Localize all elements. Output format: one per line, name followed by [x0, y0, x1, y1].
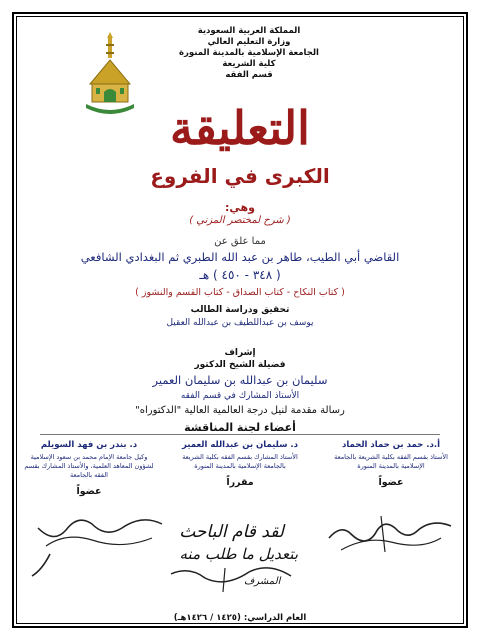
author-name: القاضي أبي الطيب، طاهر بن عبد الله الطبري ثم البغدادي الشافعي	[80, 250, 400, 264]
book-main-title: التعليقة	[170, 101, 310, 155]
committee-divider	[40, 434, 440, 435]
committee-member-1	[326, 440, 456, 488]
ministry-name: وزارة التعليم العالي	[207, 37, 291, 47]
member-description: وكيل جامعة الإمام محمد بن سعود الإسلامية لشؤون المعاهد العلمية، والأستاذ المشارك بقسم الفقه بالجامعة	[24, 453, 154, 479]
degree-statement: رسالة مقدمة لنيل درجة العالمية العالية "الدكتوراه"	[135, 405, 345, 416]
member-name: د. سليمان بن عبدالله العمير	[182, 440, 298, 450]
academic-year: العام الدراسي: (١٤٢٥ / ١٤٢٦هـ)	[173, 613, 307, 623]
member-role: مقرراً	[226, 477, 254, 488]
member-name: أ.د. حمد بن حماد الحماد	[341, 440, 440, 450]
supervisor-name: سليمان بن عبدالله بن سليمان العمير	[152, 373, 328, 387]
author-dates: ( ٣٤٨ - ٤٥٠ ) هـ	[199, 268, 281, 282]
kingdom-name: المملكة العربية السعودية	[197, 26, 301, 36]
handwritten-signoff: المشرف	[244, 576, 281, 587]
committee-title: أعضاء لجنة المناقشة	[184, 421, 296, 434]
signature-member-3-icon	[22, 510, 167, 580]
committee-member-2	[175, 440, 305, 488]
student-name: يوسف بن عبداللطيف بن عبدالله العقيل	[166, 318, 314, 328]
study-label: تحقيق ودراسة الطالب	[190, 305, 290, 315]
member-role: عضواً	[76, 486, 102, 497]
member-description: الأستاذ المشارك بقسم الفقه بكلية الشريعة بالجامعة الإسلامية بالمدينة المنورة	[182, 453, 298, 470]
supervisor-title: فضيلة الشيخ الدكتور	[194, 360, 286, 370]
college-name: كلية الشريعة	[222, 59, 276, 69]
member-name: د. بندر بن فهد السويلم	[40, 440, 138, 450]
mimma-label: مما علق عن	[214, 236, 266, 247]
university-name: الجامعة الإسلامية بالمدينة المنورة	[179, 48, 319, 58]
book-subtitle: الكبرى في الفروع	[150, 164, 330, 188]
handwritten-note-line-1: لقد قام الباحث	[179, 522, 284, 542]
signature-member-1-icon	[321, 508, 456, 558]
handwritten-note-line-2: بتعديل ما طلب منه	[179, 545, 298, 563]
supervision-label: إشراف	[224, 348, 256, 358]
wahya-label: وهي:	[225, 201, 255, 214]
institution-header	[174, 26, 324, 81]
department-name: قسم الفقه	[225, 70, 273, 80]
sharh-line: ( شرح لمختصر المزني )	[189, 215, 291, 226]
member-role: عضواً	[378, 477, 404, 488]
supervisor-role: الأستاذ المشارك في قسم الفقه	[180, 391, 300, 401]
member-description: الأستاذ بقسم الفقه بكلية الشريعة بالجامعة الإسلامية بالمدينة المنورة	[334, 453, 448, 470]
chapters-list: ( كتاب النكاح - كتاب الصداق - كتاب القسم والنشوز )	[135, 287, 345, 298]
committee-member-3	[24, 440, 154, 497]
